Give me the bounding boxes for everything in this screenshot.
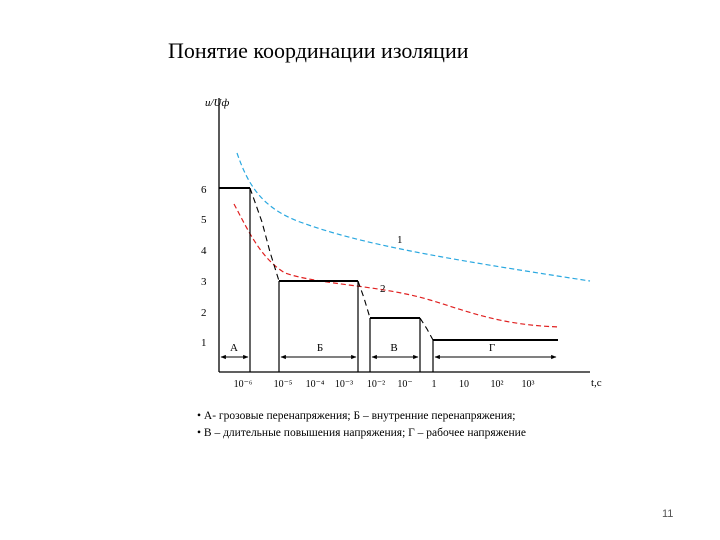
x-tick-5: 10⁻ (397, 379, 413, 390)
caption-line-2: • В – длительные повышения напряжения; Г – рабочее напряжение (197, 426, 526, 439)
region-a-label: А (230, 342, 238, 354)
region-c-label: В (390, 342, 398, 354)
curve-1 (237, 153, 590, 281)
curve-2 (234, 204, 560, 327)
x-tick-4: 10⁻² (366, 379, 386, 390)
transition-a-b (250, 188, 279, 281)
x-ticks (234, 379, 535, 390)
region-labels (230, 342, 495, 354)
y-ticks (201, 184, 207, 349)
curve-2-label: 2 (380, 283, 386, 295)
slide-title: Понятие координации изоляции (168, 38, 469, 63)
transition-b-c (358, 281, 370, 318)
x-tick-8: 10² (490, 379, 504, 390)
page-number: 11 (662, 508, 674, 520)
x-axis-label: t,c (591, 377, 602, 389)
caption (197, 408, 581, 441)
region-d-label: Г (488, 342, 496, 354)
y-tick-2: 2 (201, 307, 207, 319)
x-tick-2: 10⁻⁴ (305, 379, 325, 390)
x-tick-6: 1 (431, 379, 437, 390)
x-tick-7: 10 (459, 379, 469, 390)
step-levels (219, 188, 558, 372)
x-tick-1: 10⁻⁵ (273, 379, 293, 390)
y-axis-label: u/Uф (205, 97, 230, 109)
y-tick-5: 5 (201, 214, 207, 226)
y-tick-6: 6 (201, 184, 207, 196)
y-tick-1: 1 (201, 337, 207, 349)
x-tick-9: 10³ (521, 379, 535, 390)
region-b-label: Б (316, 342, 324, 354)
x-tick-3: 10⁻³ (334, 379, 354, 390)
curve-1-label: 1 (397, 234, 403, 246)
x-tick-0: 10⁻⁶ (233, 379, 253, 390)
transition-c-d (420, 318, 433, 340)
caption-line-1: • А- грозовые перенапряжения; Б – внутренние перенапряжения; (197, 410, 516, 422)
y-tick-4: 4 (201, 245, 207, 257)
y-tick-3: 3 (201, 276, 207, 288)
